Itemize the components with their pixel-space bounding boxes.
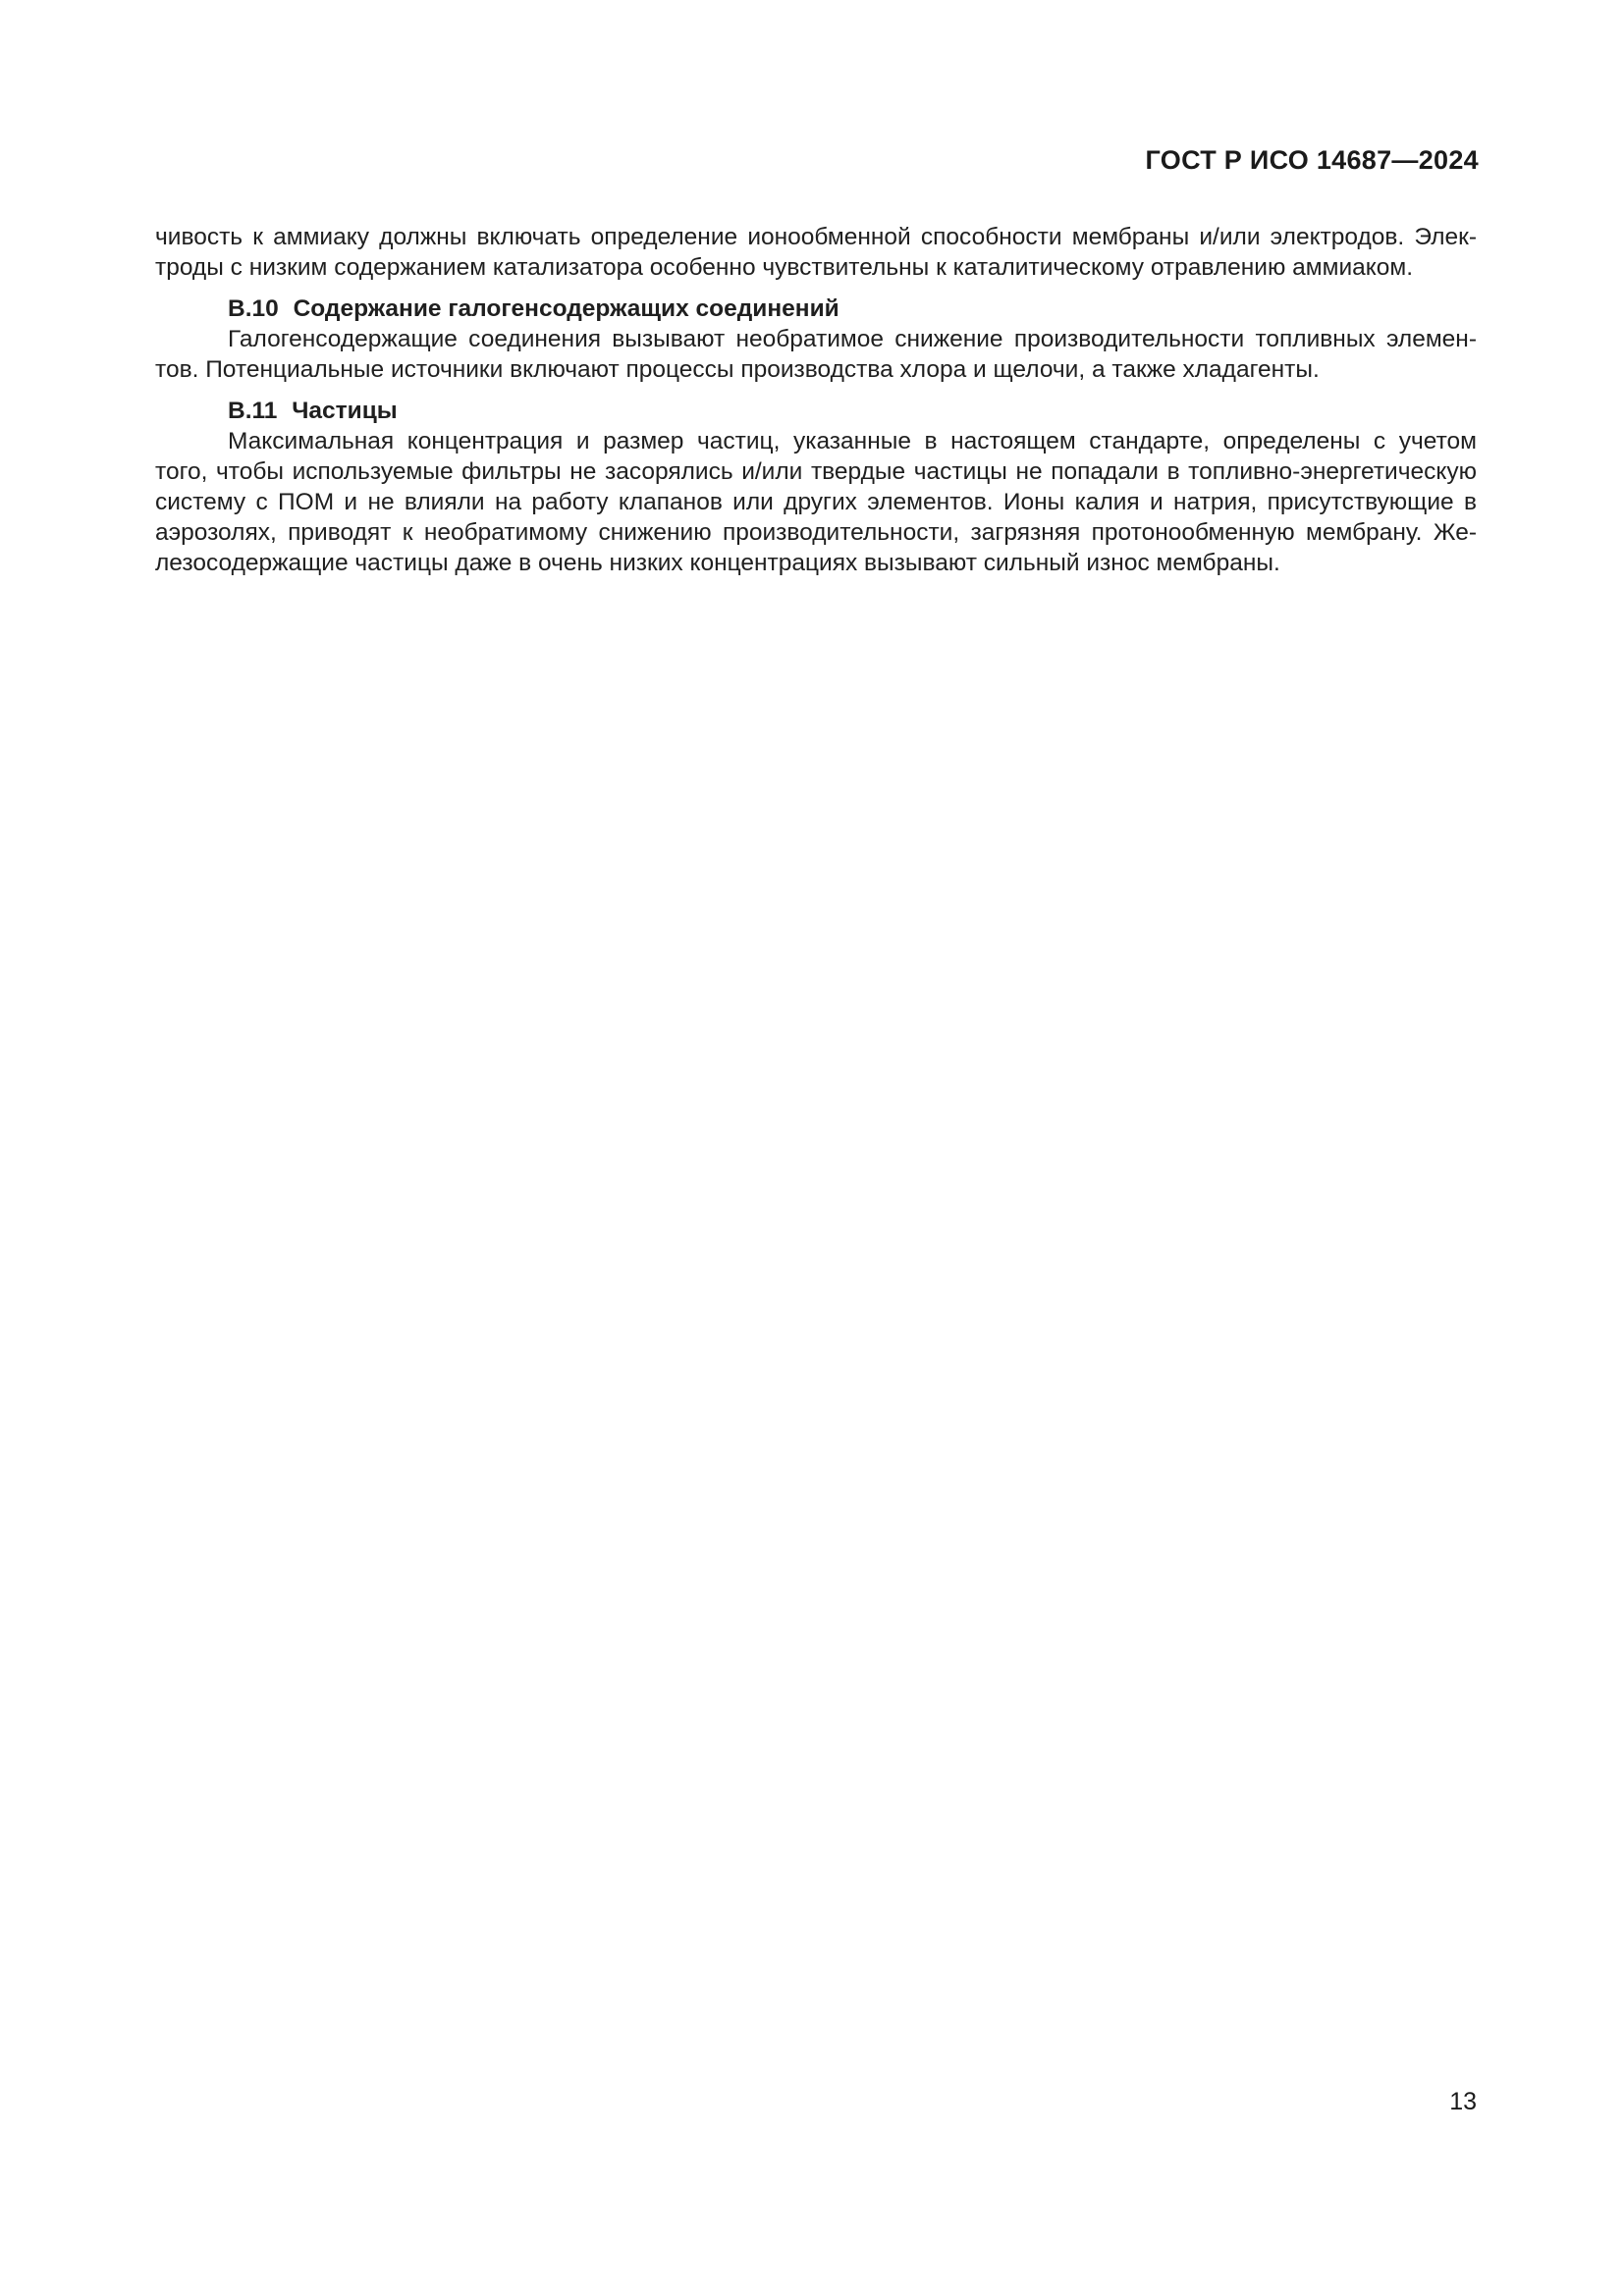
continuation-paragraph bbox=[155, 222, 1477, 283]
paragraph-line: аэрозолях, приводят к необратимому снижению производительности, загрязняя протонообменную мембрану. Же- bbox=[155, 519, 1477, 546]
paragraph-line: Галогенсодержащие соединения вызывают необратимое снижение производительности топливных элемен- bbox=[228, 326, 1477, 352]
section-number: В.11 bbox=[228, 398, 278, 424]
section-b10-paragraph bbox=[155, 324, 1477, 385]
section-title: Частицы bbox=[292, 398, 398, 424]
document-header-standard: ГОСТ Р ИСО 14687—2024 bbox=[1145, 145, 1479, 175]
section-title: Содержание галогенсодержащих соединений bbox=[293, 295, 839, 322]
paragraph-line: того, чтобы используемые фильтры не засорялись и/или твердые частицы не попадали в топливно-энергетическую bbox=[155, 458, 1477, 485]
paragraph-line: систему с ПОМ и не влияли на работу клапанов или других элементов. Ионы калия и натрия, присутствующие в bbox=[155, 489, 1477, 515]
document-body bbox=[155, 222, 1477, 578]
section-heading-b10 bbox=[155, 294, 1477, 324]
paragraph-line: лезосодержащие частицы даже в очень низких концентрациях вызывают сильный износ мембраны. bbox=[155, 550, 1280, 576]
section-heading-b11 bbox=[155, 396, 1477, 426]
section-b11-paragraph bbox=[155, 426, 1477, 578]
paragraph-line: Максимальная концентрация и размер частиц, указанные в настоящем стандарте, определены с учетом bbox=[228, 428, 1477, 454]
section-number: В.10 bbox=[228, 295, 279, 322]
paragraph-line: чивость к аммиаку должны включать определение ионообменной способности мембраны и/или электродов. Элек- bbox=[155, 224, 1477, 250]
paragraph-line: троды с низким содержанием катализатора особенно чувствительны к каталитическому отравлению аммиаком. bbox=[155, 254, 1414, 281]
page-number: 13 bbox=[1449, 2088, 1477, 2115]
paragraph-line: тов. Потенциальные источники включают процессы производства хлора и щелочи, а также хладагенты. bbox=[155, 356, 1320, 383]
